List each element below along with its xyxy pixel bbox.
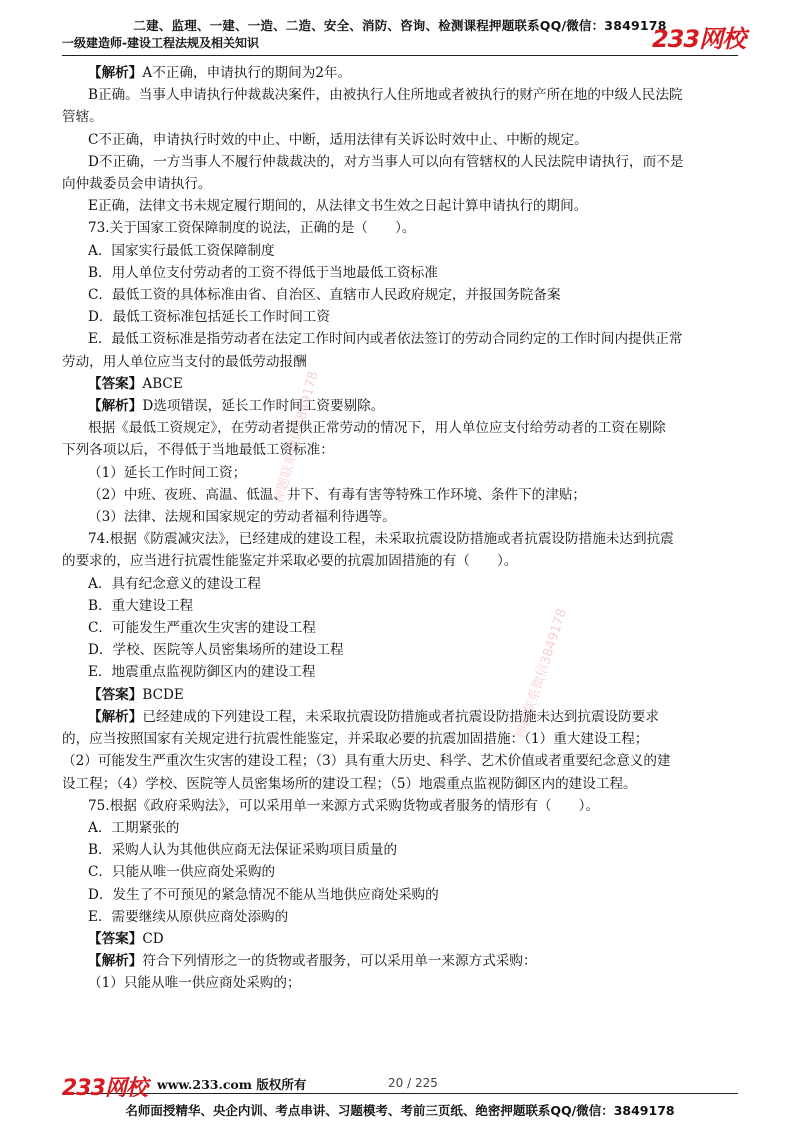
text-line bbox=[62, 106, 742, 128]
line-text: D．发生了不可预见的紧急情况不能从当地供应商处采购的 bbox=[88, 886, 439, 903]
text-line bbox=[62, 484, 742, 506]
text-line bbox=[62, 817, 742, 839]
line-text: 符合下列情形之一的货物或者服务，可以采用单一来源方式采购： bbox=[142, 953, 537, 970]
line-text: E．需要继续从原供应商处添购的 bbox=[88, 908, 289, 925]
line-text: E．地震重点监视防御区内的建设工程 bbox=[88, 664, 316, 681]
line-text: 的要求的，应当进行抗震性能鉴定并采取必要的抗震加固措施的有（ ）。 bbox=[62, 553, 518, 570]
text-line bbox=[62, 972, 742, 994]
line-text: A．具有纪念意义的建设工程 bbox=[88, 575, 261, 592]
section-tag: 【解析】 bbox=[88, 398, 143, 415]
text-line bbox=[62, 928, 742, 950]
text-line bbox=[62, 639, 742, 661]
header-promo: 二建、监理、一建、一造、二造、安全、消防、咨询、检测课程押题联系QQ/微信：3849178 bbox=[133, 18, 667, 33]
line-text: B正确。当事人申请执行仲裁裁决案件，由被执行人住所地或者被执行的财产所在地的中级人民法院 bbox=[88, 87, 683, 104]
line-text: 75.根据《政府采购法》，可以采用单一来源方式采购货物或者服务的情形有（ ）。 bbox=[88, 797, 599, 814]
text-line bbox=[62, 773, 742, 795]
text-line bbox=[62, 173, 742, 195]
line-text: 74.根据《防震减灾法》，已经建成的建设工程，未采取抗震设防措施或者抗震设防措施未达到抗震 bbox=[88, 531, 674, 548]
text-line bbox=[62, 395, 742, 417]
line-text: 根据《最低工资规定》，在劳动者提供正常劳动的情况下，用人单位应支付给劳动者的工资在剔除 bbox=[88, 420, 666, 437]
text-line bbox=[62, 617, 742, 639]
text-line bbox=[62, 684, 742, 706]
line-text: E．最低工资标准是指劳动者在法定工作时间内或者依法签订的劳动合同约定的工作时间内提供正常 bbox=[88, 331, 683, 348]
text-line bbox=[62, 595, 742, 617]
text-line bbox=[62, 62, 742, 84]
text-line bbox=[62, 417, 742, 439]
line-text: 管辖。 bbox=[62, 109, 103, 126]
text-line bbox=[62, 706, 742, 728]
line-text: （1）只能从唯一供应商处采购的； bbox=[88, 975, 301, 992]
line-text: 已经建成的下列建设工程，未采取抗震设防措施或者抗震设防措施未达到抗震设防要求 bbox=[142, 708, 659, 725]
header-rule bbox=[62, 55, 738, 56]
text-line bbox=[62, 839, 742, 861]
line-text: （2）中班、夜班、高温、低温、井下、有毒有害等特殊工作环境、条件下的津贴； bbox=[88, 486, 587, 503]
text-line bbox=[62, 306, 742, 328]
line-text: CD bbox=[142, 930, 164, 947]
section-tag: 【解析】 bbox=[88, 953, 143, 970]
text-line bbox=[62, 129, 742, 151]
line-text: C．最低工资的具体标准由省、自治区、直辖市人民政府规定，并报国务院备案 bbox=[88, 287, 561, 304]
text-line bbox=[62, 462, 742, 484]
document-body bbox=[62, 62, 742, 995]
brand-logo-top: 233网校 bbox=[652, 25, 746, 53]
line-text: 向仲裁委员会申请执行。 bbox=[62, 176, 212, 193]
section-tag: 【解析】 bbox=[88, 708, 143, 725]
text-line bbox=[62, 240, 742, 262]
text-line bbox=[62, 151, 742, 173]
text-line bbox=[62, 906, 742, 928]
text-line bbox=[62, 262, 742, 284]
section-tag: 【解析】 bbox=[88, 65, 143, 81]
text-line bbox=[62, 373, 742, 395]
line-text: 下列各项以后，不得低于当地最低工资标准： bbox=[62, 442, 334, 459]
text-line bbox=[62, 284, 742, 306]
text-line bbox=[62, 573, 742, 595]
line-text: C不正确，申请执行时效的中止、中断，适用法律有关诉讼时效中止、中断的规定。 bbox=[88, 131, 588, 148]
page-number: 20 / 225 bbox=[388, 1076, 438, 1090]
text-line bbox=[62, 528, 742, 550]
text-line bbox=[62, 328, 742, 350]
watermark-1: 押题联系微信3849178 bbox=[271, 369, 322, 505]
section-tag: 【答案】 bbox=[88, 686, 143, 703]
text-line bbox=[62, 950, 742, 972]
line-text: C．只能从唯一供应商处采购的 bbox=[88, 864, 276, 881]
text-line bbox=[62, 217, 742, 239]
line-text: B．采购人认为其他供应商无法保证采购项目质量的 bbox=[88, 842, 398, 859]
text-line bbox=[62, 84, 742, 106]
text-line bbox=[62, 661, 742, 683]
line-text: A不正确，申请执行的期间为2年。 bbox=[142, 65, 352, 81]
text-line bbox=[62, 861, 742, 883]
line-text: D．学校、医院等人员密集场所的建设工程 bbox=[88, 642, 344, 659]
watermark-2: 押题联系微信3849178 bbox=[513, 606, 571, 741]
line-text: 设工程；（4）学校、医院等人员密集场所的建设工程；（5）地震重点监视防御区内的建设工程。 bbox=[62, 775, 637, 792]
text-line bbox=[62, 195, 742, 217]
footer-site: www.233.com 版权所有 bbox=[157, 1077, 307, 1092]
text-line bbox=[62, 750, 742, 772]
line-text: BCDE bbox=[142, 686, 184, 703]
section-tag: 【答案】 bbox=[88, 930, 143, 947]
line-text: B．用人单位支付劳动者的工资不得低于当地最低工资标准 bbox=[88, 264, 438, 281]
line-text: A．工期紧张的 bbox=[88, 819, 180, 836]
text-line bbox=[62, 506, 742, 528]
line-text: D．最低工资标准包括延长工作时间工资 bbox=[88, 309, 330, 326]
line-text: C．可能发生严重次生灾害的建设工程 bbox=[88, 620, 316, 637]
text-line bbox=[62, 550, 742, 572]
line-text: （1）延长工作时间工资； bbox=[88, 464, 247, 481]
text-line bbox=[62, 728, 742, 750]
line-text: ABCE bbox=[142, 375, 183, 392]
text-line bbox=[62, 884, 742, 906]
footer-rule bbox=[62, 1093, 738, 1094]
text-line bbox=[62, 795, 742, 817]
line-text: D不正确，一方当事人不履行仲裁裁决的，对方当事人可以向有管辖权的人民法院申请执行，而不是 bbox=[88, 153, 684, 170]
line-text: 的，应当按照国家有关规定进行抗震性能鉴定，并采取必要的抗震加固措施：（1）重大建设工程； bbox=[62, 731, 649, 748]
line-text: D选项错误，延长工作时间工资要剔除。 bbox=[142, 398, 385, 415]
line-text: （2）可能发生严重次生灾害的建设工程；（3）具有重大历史、科学、艺术价值或者重要纪念意义的建 bbox=[62, 753, 671, 770]
footer-promo: 名师面授精华、央企内训、考点串讲、习题模考、考前三页纸、绝密押题联系QQ/微信：3849178 bbox=[125, 1103, 675, 1118]
line-text: 劳动，用人单位应当支付的最低劳动报酬 bbox=[62, 353, 307, 370]
line-text: E正确，法律文书未规定履行期间的，从法律文书生效之日起计算申请执行的期间。 bbox=[88, 198, 588, 215]
line-text: 73.关于国家工资保障制度的说法，正确的是（ ）。 bbox=[88, 220, 416, 237]
document-subtitle: 一级建造师-建设工程法规及相关知识 bbox=[62, 36, 259, 50]
section-tag: 【答案】 bbox=[88, 375, 143, 392]
brand-logo-bottom: 233网校 bbox=[62, 1076, 147, 1101]
text-line bbox=[62, 439, 742, 461]
text-line bbox=[62, 351, 742, 373]
line-text: A．国家实行最低工资保障制度 bbox=[88, 242, 275, 259]
line-text: B．重大建设工程 bbox=[88, 597, 194, 614]
line-text: （3）法律、法规和国家规定的劳动者福利待遇等。 bbox=[88, 509, 396, 526]
